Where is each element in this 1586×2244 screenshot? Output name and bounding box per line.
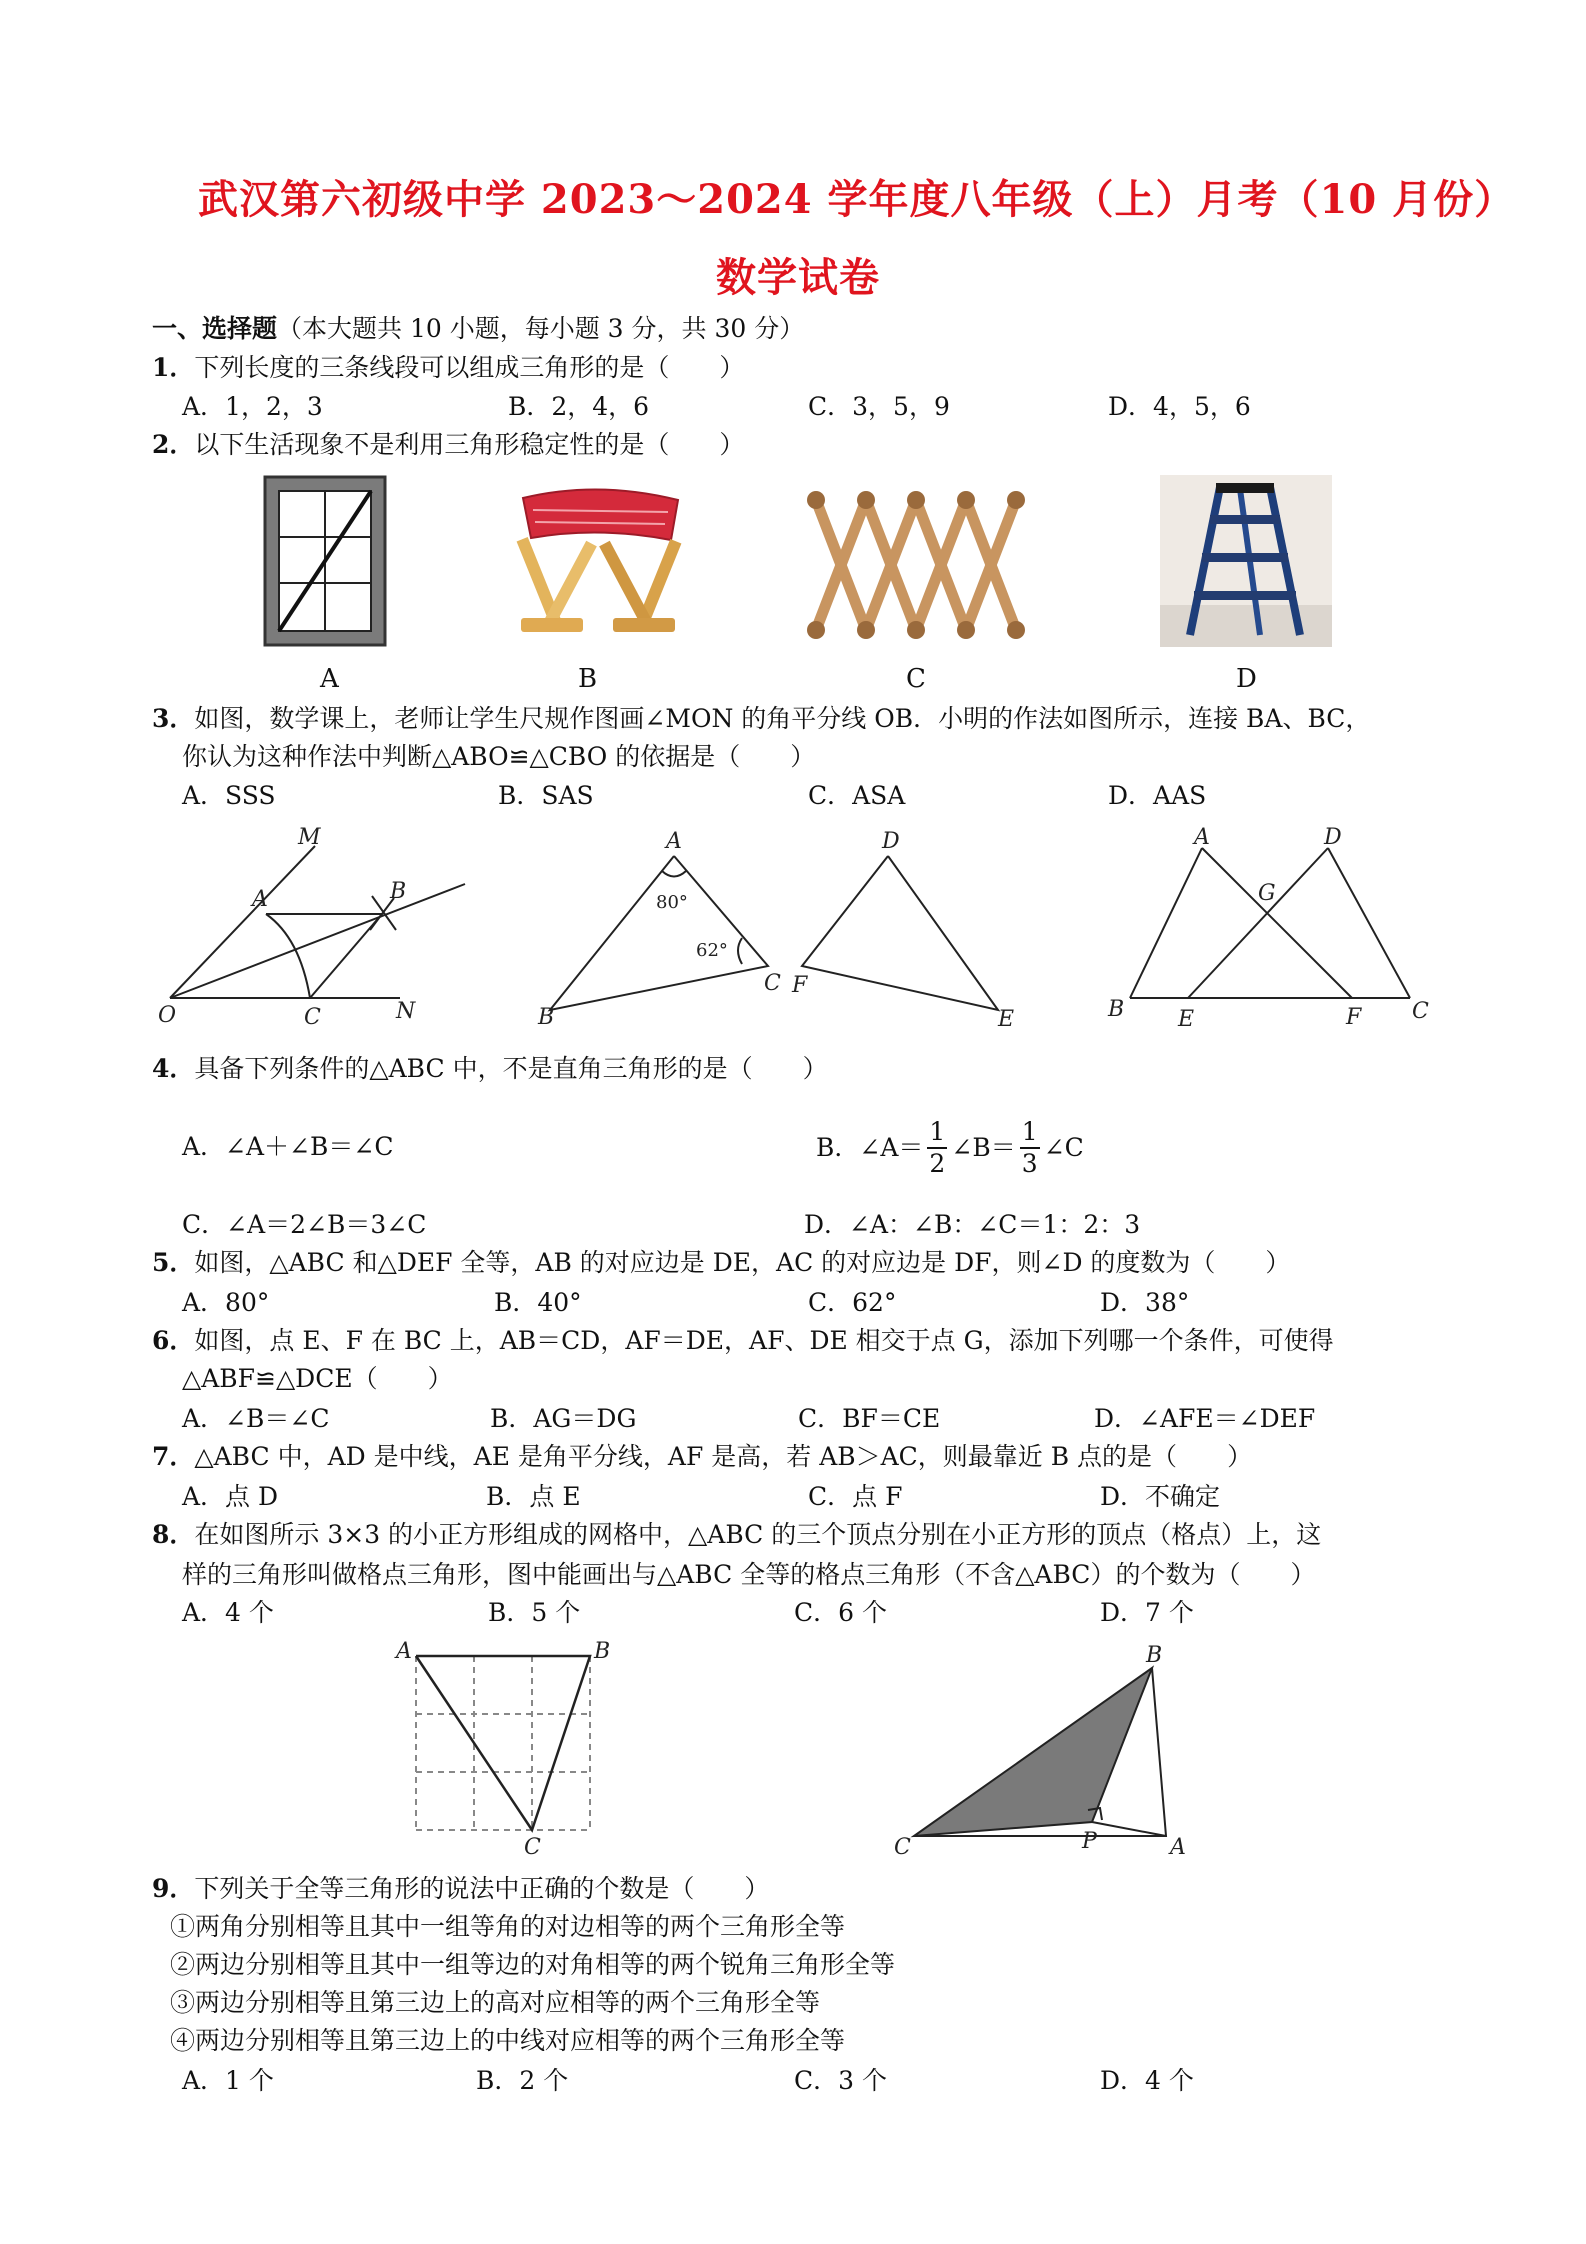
question-5 [152, 1246, 1290, 1280]
question-6 [152, 1324, 1334, 1358]
q6-option-d: D．∠AFE＝∠DEF [1094, 1404, 1316, 1433]
label-b: B [390, 879, 407, 904]
exam-subtitle: 数学试卷 [716, 254, 880, 301]
label-c: C [894, 1835, 911, 1860]
figure-angle-bisector [150, 825, 480, 1030]
q4-option-b-prefix: B．∠A＝ [816, 1133, 924, 1162]
label-d: D [1324, 825, 1342, 850]
q2-image-ladder [1160, 475, 1332, 647]
q7-option-a: A．点 D [182, 1482, 279, 1511]
q4-option-b-mid: ∠B＝ [951, 1133, 1016, 1162]
label-f: F [792, 973, 808, 998]
angle-c: 62° [696, 940, 728, 961]
question-text: 下列长度的三条线段可以组成三角形的是（ ） [194, 353, 745, 382]
q1-option-a: A．1，2，3 [182, 392, 323, 421]
label-a: A [252, 887, 268, 912]
q2-image-rack [806, 480, 1046, 650]
q6-option-a: A．∠B＝∠C [182, 1404, 330, 1433]
fraction-denominator: 3 [1021, 1149, 1038, 1178]
q2-caption-b: B [578, 664, 598, 694]
label-e: E [998, 1007, 1015, 1032]
q1-option-d: D．4，5，6 [1108, 392, 1251, 421]
figure-shaded-triangle [880, 1640, 1200, 1860]
label-d: D [882, 829, 900, 854]
fraction-numerator: 1 [1021, 1117, 1038, 1146]
figure-grid-triangle [396, 1636, 626, 1858]
q2-caption-c: C [906, 664, 926, 694]
label-a: A [1194, 825, 1210, 850]
fraction-one-third [1020, 1117, 1040, 1179]
label-m: M [298, 825, 321, 850]
q4-option-b-suffix: ∠C [1043, 1133, 1084, 1162]
label-g: G [1258, 881, 1276, 906]
q3-option-a: A．SSS [182, 781, 276, 810]
question-4 [152, 1052, 828, 1086]
q4-option-b [816, 1110, 1084, 1186]
section-heading [152, 312, 804, 346]
q9-option-c: C．3 个 [794, 2066, 887, 2095]
label-o: O [158, 1003, 177, 1028]
q1-option-c: C．3，5，9 [808, 392, 950, 421]
q7-option-d: D．不确定 [1100, 1482, 1221, 1511]
question-text: 具备下列条件的△ABC 中，不是直角三角形的是（ ） [194, 1054, 828, 1083]
q9-option-a: A．1 个 [182, 2066, 274, 2095]
question-text: 如图，△ABC 和△DEF 全等，AB 的对应边是 DE，AC 的对应边是 DF，则∠D 的度数为（ ） [194, 1248, 1291, 1277]
q2-caption-d: D [1236, 664, 1257, 694]
question-text: △ABC 中，AD 是中线，AE 是角平分线，AF 是高，若 AB＞AC，则最靠近 B 点的是（ ） [194, 1442, 1253, 1471]
q3-option-c: C．ASA [808, 781, 906, 810]
question-2 [152, 428, 744, 462]
q8-option-a: A．4 个 [182, 1598, 274, 1627]
label-n: N [396, 999, 416, 1024]
q4-option-d: D．∠A：∠B：∠C＝1：2：3 [804, 1210, 1141, 1239]
label-e: E [1178, 1007, 1195, 1032]
q6-option-c: C．BF＝CE [798, 1404, 941, 1433]
question-8 [152, 1518, 1321, 1552]
q3-option-d: D．AAS [1108, 781, 1207, 810]
q8-text-line2: 样的三角形叫做格点三角形，图中能画出与△ABC 全等的格点三角形（不含△ABC）的个数为（ ） [182, 1560, 1316, 1589]
label-a: A [666, 829, 682, 854]
label-c: C [1412, 999, 1429, 1024]
section-note: （本大题共 10 小题，每小题 3 分，共 30 分） [277, 314, 805, 343]
label-c: C [304, 1005, 321, 1030]
q2-image-window [263, 475, 387, 647]
q2-caption-a: A [320, 664, 339, 694]
q7-option-b: B．点 E [486, 1482, 581, 1511]
question-7 [152, 1440, 1252, 1474]
section-title: 一、选择题 [152, 314, 278, 343]
question-text: 在如图所示 3×3 的小正方形组成的网格中，△ABC 的三个顶点分别在小正方形的顶点（格点）上，这 [194, 1520, 1322, 1549]
q2-image-stool [503, 478, 693, 648]
label-c: C [764, 971, 781, 996]
question-number: 6． [152, 1326, 195, 1355]
q3-option-b: B．SAS [498, 781, 594, 810]
q9-statement-4: ④两边分别相等且第三边上的中线对应相等的两个三角形全等 [170, 2026, 846, 2055]
q8-option-b: B．5 个 [488, 1598, 581, 1627]
q1-option-b: B．2，4，6 [508, 392, 650, 421]
q4-option-c: C．∠A＝2∠B＝3∠C [182, 1210, 427, 1239]
question-9 [152, 1872, 769, 1906]
question-number: 3． [152, 704, 195, 733]
q9-option-b: B．2 个 [476, 2066, 569, 2095]
question-number: 2． [152, 430, 195, 459]
label-p: P [1082, 1829, 1097, 1854]
question-3 [152, 702, 1370, 736]
fraction-one-half [927, 1117, 947, 1179]
question-text: 下列关于全等三角形的说法中正确的个数是（ ） [194, 1874, 770, 1903]
question-number: 4． [152, 1054, 195, 1083]
q7-option-c: C．点 F [808, 1482, 903, 1511]
label-b: B [594, 1639, 611, 1664]
label-b: B [1146, 1643, 1163, 1668]
q5-option-b: B．40° [494, 1288, 582, 1317]
label-f: F [1346, 1005, 1362, 1030]
q9-statement-1: ①两角分别相等且其中一组等角的对边相等的两个三角形全等 [170, 1912, 846, 1941]
exam-title: 武汉第六初级中学 2023～2024 学年度八年级（上）月考（10 月份） [198, 176, 1516, 223]
figure-congruent-triangles [520, 826, 1040, 1032]
fraction-denominator: 2 [929, 1149, 946, 1178]
label-c: C [524, 1835, 541, 1860]
q4-option-a: A．∠A＋∠B＝∠C [182, 1132, 394, 1161]
question-text: 如图，点 E、F 在 BC 上，AB＝CD，AF＝DE，AF、DE 相交于点 G，添加下列哪一个条件，可使得 [194, 1326, 1334, 1355]
question-text: 以下生活现象不是利用三角形稳定性的是（ ） [194, 430, 745, 459]
q5-option-a: A．80° [182, 1288, 270, 1317]
q9-statement-2: ②两边分别相等且其中一组等边的对角相等的两个锐角三角形全等 [170, 1950, 896, 1979]
question-number: 1． [152, 353, 195, 382]
question-number: 8． [152, 1520, 195, 1549]
q3-text-line2: 你认为这种作法中判断△ABO≌△CBO 的依据是（ ） [182, 742, 816, 771]
question-number: 5． [152, 1248, 195, 1277]
label-a: A [396, 1639, 412, 1664]
q8-option-c: C．6 个 [794, 1598, 887, 1627]
q9-option-d: D．4 个 [1100, 2066, 1194, 2095]
figure-overlapping-triangles [1100, 825, 1440, 1032]
question-number: 7． [152, 1442, 195, 1471]
q9-statement-3: ③两边分别相等且第三边上的高对应相等的两个三角形全等 [170, 1988, 821, 2017]
angle-a: 80° [656, 892, 688, 913]
label-b: B [1108, 997, 1125, 1022]
question-1 [152, 351, 744, 385]
q6-option-b: B．AG＝DG [490, 1404, 637, 1433]
q6-text-line2: △ABF≌△DCE（ ） [182, 1364, 453, 1393]
fraction-numerator: 1 [929, 1117, 946, 1146]
question-number: 9． [152, 1874, 195, 1903]
q5-option-c: C．62° [808, 1288, 897, 1317]
q5-option-d: D．38° [1100, 1288, 1190, 1317]
label-b: B [538, 1005, 555, 1030]
q8-option-d: D．7 个 [1100, 1598, 1194, 1627]
question-text: 如图，数学课上，老师让学生尺规作图画∠MON 的角平分线 OB．小明的作法如图所示，连接 BA、BC， [194, 704, 1371, 733]
label-a: A [1170, 1835, 1186, 1860]
